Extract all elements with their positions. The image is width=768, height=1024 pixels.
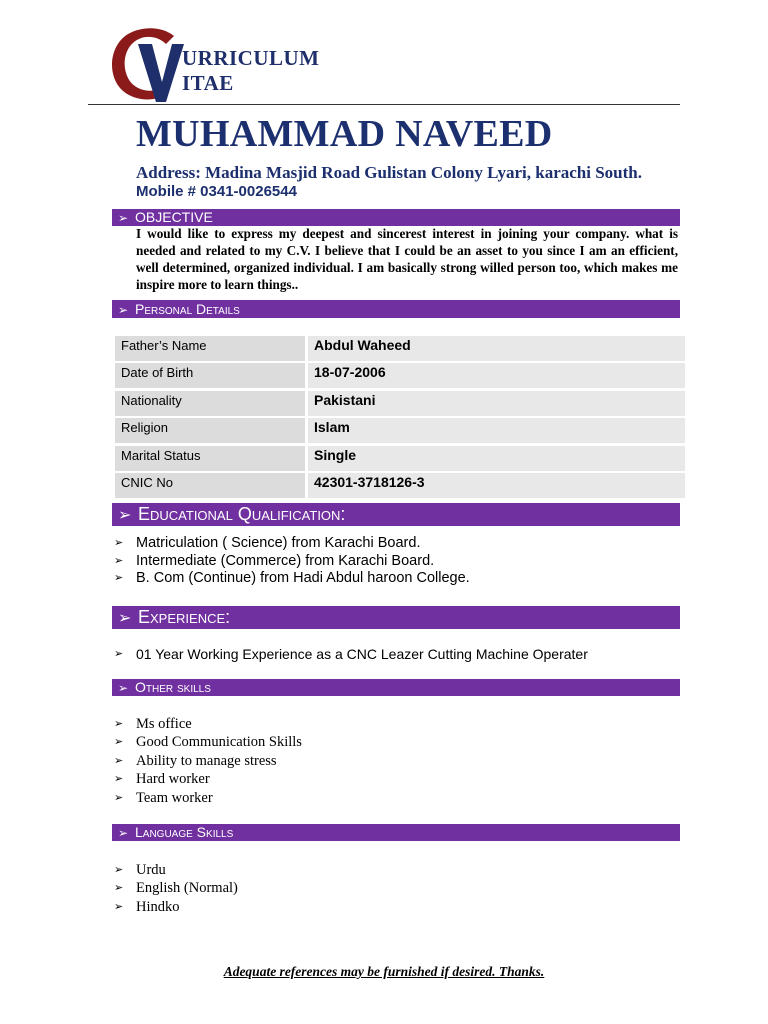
- header-divider: [88, 104, 680, 105]
- section-title: Educational Qualification:: [138, 504, 346, 524]
- list-item: [114, 770, 302, 788]
- arrow-bullet-icon: ➢: [114, 537, 124, 549]
- arrow-bullet-icon: ➢: [118, 610, 132, 627]
- skills-list: [114, 715, 302, 807]
- list-item-text: 01 Year Working Experience as a CNC Leazer Cutting Machine Operater: [136, 646, 588, 662]
- section-title: Other skills: [135, 679, 211, 695]
- list-item: [114, 879, 238, 897]
- experience-list: [114, 645, 588, 663]
- list-item-text: B. Com (Continue) from Hadi Abdul haroon College.: [136, 570, 470, 586]
- logo-text-urriculum: URRICULUM: [182, 46, 320, 70]
- list-item: [114, 861, 238, 879]
- section-header-other-skills: [112, 679, 680, 696]
- personal-details-row: [115, 391, 685, 416]
- arrow-bullet-icon: ➢: [114, 882, 124, 895]
- detail-value: 18-07-2006: [308, 363, 685, 388]
- personal-details-row: [115, 336, 685, 361]
- section-header-objective: [112, 209, 680, 226]
- detail-value: Islam: [308, 418, 685, 443]
- personal-details-table: [115, 336, 685, 500]
- list-item-text: Hindko: [136, 898, 180, 915]
- list-item: [114, 752, 302, 770]
- list-item: [114, 898, 238, 916]
- arrow-bullet-icon: ➢: [118, 303, 129, 317]
- list-item: [114, 553, 470, 571]
- arrow-bullet-icon: ➢: [114, 900, 124, 913]
- detail-value: Pakistani: [308, 391, 685, 416]
- section-title: Language Skills: [135, 824, 234, 840]
- list-item-text: Hard worker: [136, 771, 210, 788]
- list-item-text: Matriculation ( Science) from Karachi Board.: [136, 535, 421, 551]
- section-header-language-skills: [112, 824, 680, 841]
- list-item-text: Urdu: [136, 862, 166, 878]
- section-header-education: [112, 503, 680, 526]
- detail-value: Single: [308, 446, 685, 471]
- detail-label: Nationality: [115, 391, 305, 416]
- footer-note: Adequate references may be furnished if desired. Thanks.: [223, 964, 545, 979]
- detail-label: Marital Status: [115, 446, 305, 471]
- detail-value: Abdul Waheed: [308, 336, 685, 361]
- section-title: OBJECTIVE: [135, 209, 213, 225]
- detail-label: Date of Birth: [115, 363, 305, 388]
- detail-value: 42301-3718126-3: [308, 473, 685, 498]
- list-item-text: English (Normal): [136, 880, 238, 897]
- personal-details-row: [115, 418, 685, 443]
- personal-details-row: [115, 473, 685, 498]
- arrow-bullet-icon: ➢: [114, 572, 124, 584]
- list-item-text: Ability to manage stress: [136, 752, 277, 769]
- language-list: [114, 861, 238, 916]
- arrow-bullet-icon: ➢: [114, 773, 124, 786]
- list-item: [114, 570, 470, 588]
- arrow-bullet-icon: ➢: [114, 791, 124, 804]
- list-item-text: Good Communication Skills: [136, 734, 302, 751]
- arrow-bullet-icon: ➢: [114, 554, 124, 567]
- list-item: [114, 535, 470, 553]
- address: Address: Madina Masjid Road Gulistan Colony Lyari, karachi South.: [136, 163, 642, 182]
- arrow-bullet-icon: ➢: [118, 826, 129, 840]
- arrow-bullet-icon: ➢: [114, 718, 124, 730]
- arrow-bullet-icon: ➢: [114, 736, 124, 749]
- list-item: [114, 789, 302, 807]
- list-item: [114, 733, 302, 751]
- detail-label: Father’s Name: [115, 336, 305, 361]
- list-item: [114, 715, 302, 733]
- candidate-name: MUHAMMAD NAVEED: [136, 113, 553, 155]
- section-title: Experience:: [138, 607, 231, 627]
- arrow-bullet-icon: ➢: [114, 864, 124, 876]
- arrow-bullet-icon: ➢: [118, 681, 129, 695]
- list-item: [114, 645, 588, 663]
- section-header-personal-details: [112, 300, 680, 318]
- section-header-experience: [112, 606, 680, 629]
- arrow-bullet-icon: ➢: [114, 754, 124, 767]
- detail-label: CNIC No: [115, 473, 305, 498]
- list-item-text: Intermediate (Commerce) from Karachi Board.: [136, 552, 435, 569]
- personal-details-row: [115, 446, 685, 471]
- section-title: Personal Details: [135, 301, 240, 317]
- objective-text: I would like to express my deepest and sincerest interest in joining your company. what is needed and related to my C.V. I believe that I could be an asset to you since I am an efficient, well determined, organized individual. I am basically strong willed person too, which makes me inspire more to learn things..: [136, 226, 678, 292]
- detail-label: Religion: [115, 418, 305, 443]
- list-item-text: Ms office: [136, 716, 192, 732]
- personal-details-row: [115, 363, 685, 388]
- list-item-text: Team worker: [136, 789, 213, 806]
- arrow-bullet-icon: ➢: [114, 648, 124, 660]
- logo-text-itae: ITAE: [182, 71, 234, 95]
- education-list: [114, 535, 470, 588]
- mobile-number: Mobile # 0341-0026544: [136, 183, 297, 200]
- arrow-bullet-icon: ➢: [118, 211, 129, 225]
- arrow-bullet-icon: ➢: [118, 507, 132, 524]
